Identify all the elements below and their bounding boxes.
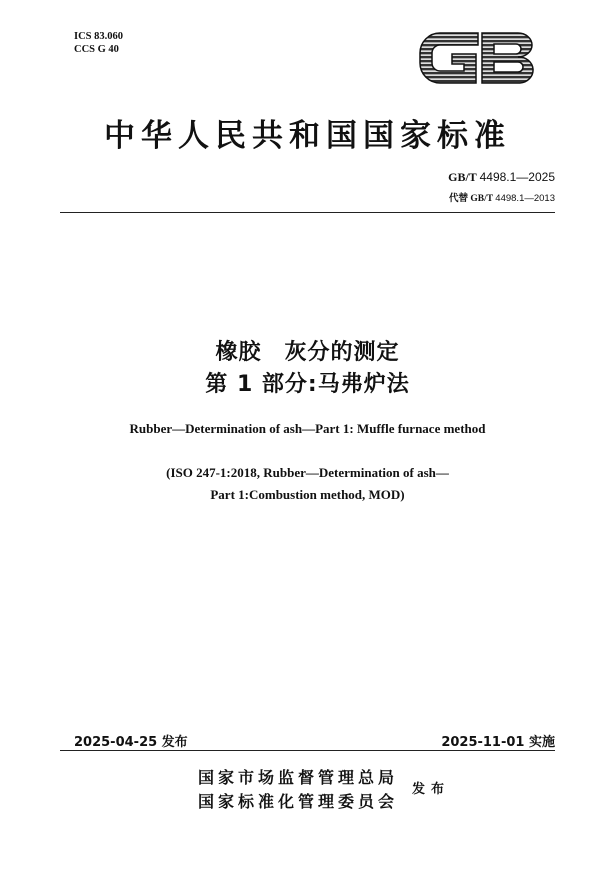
english-title: Rubber—Determination of ash—Part 1: Muffle furnace method (129, 421, 486, 436)
ccs-code: CCS G 40 (74, 44, 119, 55)
iso-reference-line2: Part 1:Combustion method, MOD) (210, 487, 405, 502)
replaces-standard (449, 190, 555, 204)
replaces-number: 4498.1—2013 (495, 193, 555, 204)
chinese-title-line2: 第 1 部分:马弗炉法 (205, 372, 410, 397)
standard-title: 中华人民共和国国家标准 (104, 118, 511, 154)
gb-logo (418, 28, 538, 88)
gb-logo-text: GB (418, 28, 420, 29)
publish-label: 发布 (412, 782, 451, 797)
classification-codes (74, 30, 123, 56)
issue-date: 2025-04-25 发布 (74, 735, 188, 750)
bottom-divider (60, 750, 555, 751)
top-divider (60, 212, 555, 213)
effective-date: 2025-11-01 实施 (441, 735, 555, 750)
standard-number-value: 4498.1—2025 (479, 170, 555, 184)
iso-reference-line1: (ISO 247-1:2018, Rubber—Determination of ash— (166, 465, 449, 480)
ics-code: ICS 83.060 (74, 31, 124, 42)
standard-number-prefix: GB/T (448, 170, 477, 184)
issuer-sac: 国家标准化管理委员会 (198, 792, 399, 811)
chinese-title-line1: 橡胶 灰分的测定 (215, 340, 400, 365)
standard-number (448, 170, 555, 185)
replaces-prefix: 代替 GB/T (449, 194, 493, 204)
issuer-samr: 国家市场监督管理总局 (198, 768, 399, 787)
